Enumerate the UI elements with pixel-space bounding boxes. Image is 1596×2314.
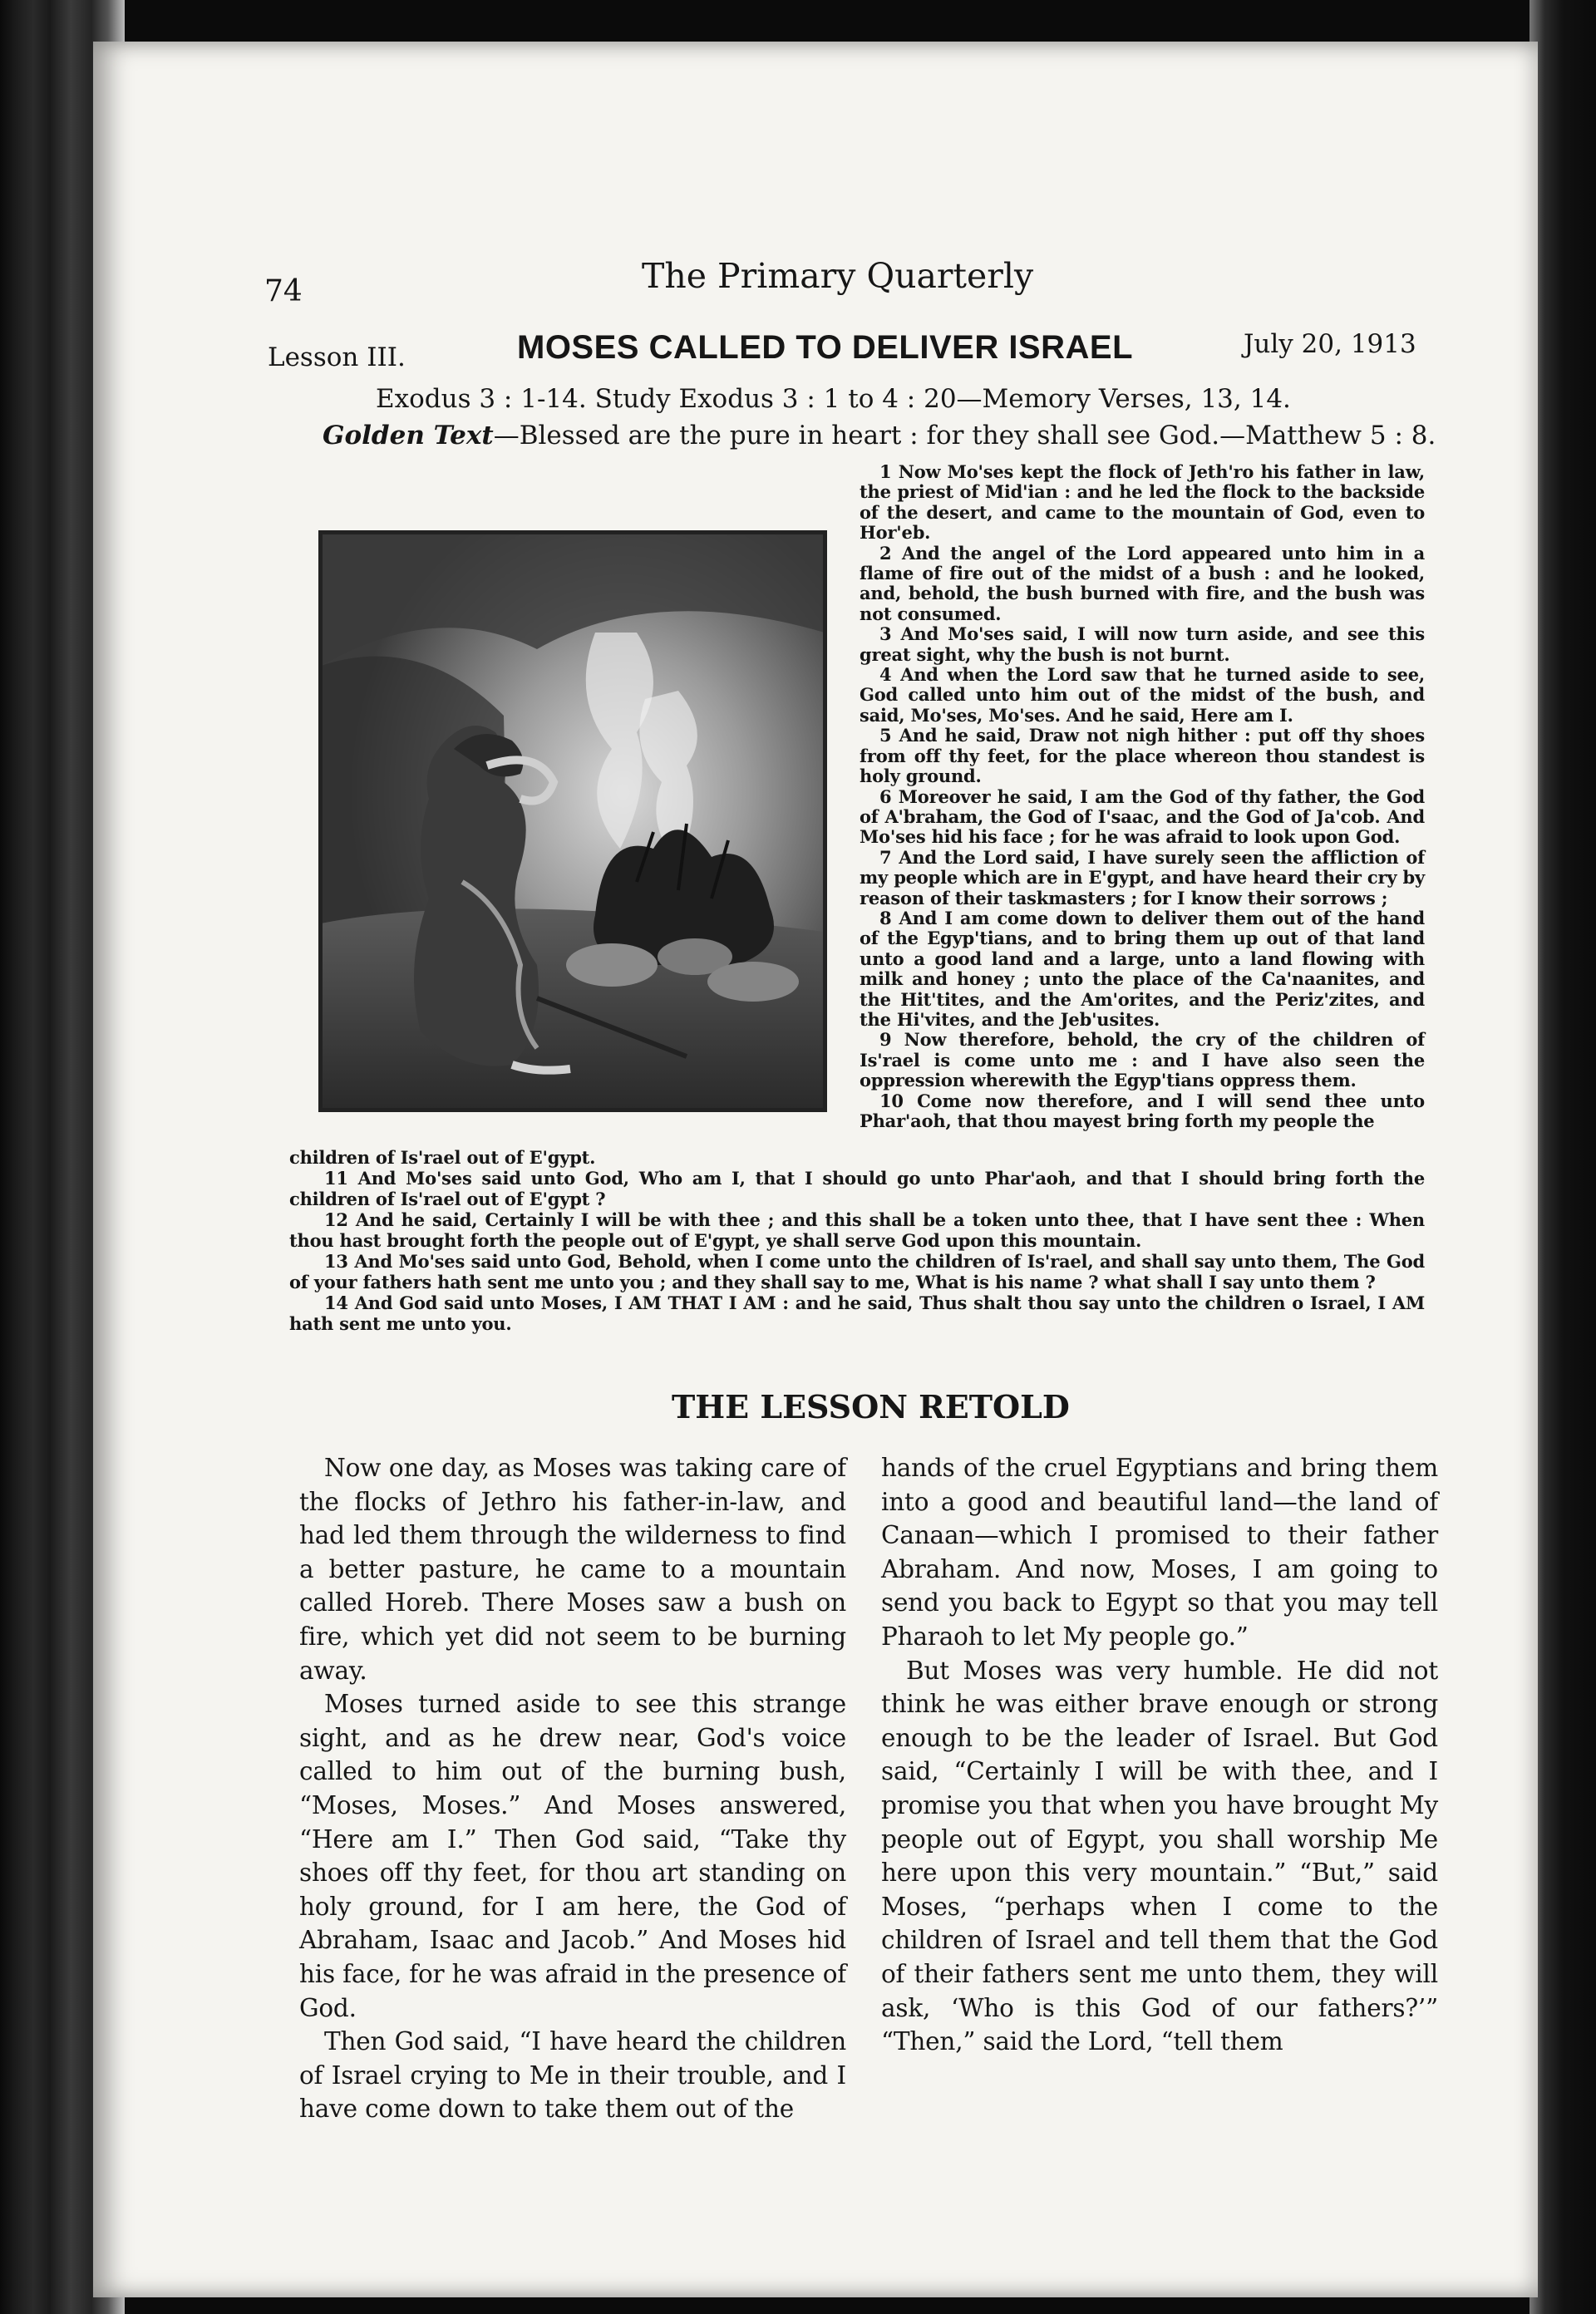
lesson-date: July 20, 1913	[1244, 329, 1416, 359]
verse: 14 And God said unto Moses, I AM THAT I AM : and he said, Thus shalt thou say unto the children o Israel, I AM hath sent me unto you.	[289, 1292, 1425, 1334]
paragraph-continuation: hands of the cruel Egyptians and bring them into a good and beautiful land—the land of Canaan—which I promised to their father Abraham. And now, Moses, I am going to send you back to Egypt so that you may tell Pharaoh to let My people go.”	[881, 1454, 1438, 1651]
verse: 2 And the angel of the Lord appeared unto him in a flame of fire out of the midst of a bush : and he looked, and, behold, the bush burned with fire, and the bush was not consumed.	[860, 542, 1425, 624]
verse-continuation: children of Is'rael out of E'gypt.	[289, 1147, 596, 1168]
section-heading: THE LESSON RETOLD	[672, 1388, 1070, 1425]
illustration-image	[321, 533, 825, 1110]
burning-bush-illustration	[318, 530, 827, 1112]
retold-left-column	[299, 1451, 846, 2126]
page-number: 74	[264, 274, 303, 308]
golden-text	[323, 421, 1436, 450]
scripture-reference: Exodus 3 : 1-14. Study Exodus 3 : 1 to 4 : 20—Memory Verses, 13, 14.	[376, 384, 1291, 414]
verse: 1 Now Mo'ses kept the flock of Jeth'ro his father in law, the priest of Mid'ian : and he led the flock to the backside of the desert, and came to the mountain of God, even to Hor'eb.	[860, 461, 1425, 544]
lesson-label: Lesson III.	[268, 342, 406, 372]
verse: 6 Moreover he said, I am the God of thy father, the God of A'braham, the God of I'saac, and the God of Ja'cob. And Mo'ses hid his face ; for he was afraid to look upon God.	[860, 785, 1425, 848]
paragraph: But Moses was very humble. He did not think he was either brave enough or strong enough to be the leader of Israel. But God said, “Certainly I will be with thee, and I promise you that when you have brought My people out of Egypt, you shall worship Me here upon this very mountain.” “But,” said Moses, “perhaps when I come to the children of Israel and tell them that the God of their fathers sent me unto them, they will ask, ‘Who is this God of our fathers?’” “Then,” said the Lord, “tell them	[881, 1656, 1438, 2056]
verse: 5 And he said, Draw not nigh hither : put off thy shoes from off thy feet, for the place whereon thou standest is holy ground.	[860, 725, 1425, 787]
retold-right-column	[881, 1451, 1438, 2059]
lesson-title: MOSES CALLED TO DELIVER ISRAEL	[517, 329, 1133, 366]
verse: 9 Now therefore, behold, the cry of the children of Is'rael is come unto me : and I have also seen the oppression wherewith the Egyp'tians oppress them.	[860, 1029, 1425, 1091]
verse: 12 And he said, Certainly I will be with thee ; and this shall be a token unto thee, that I have sent thee : When thou hast brought forth the people out of E'gypt, ye shall serve God upon this mountain.	[289, 1209, 1425, 1251]
verse: 8 And I am come down to deliver them out of the hand of the Egyp'tians, and to bring them up out of that land unto a good land and a large, unto a land flowing with milk and honey ; unto the place of the Ca'naanites, and the Hit'tites, and the Am'orites, and the Periz'zites, and the Hi'vites, and the Jeb'usites.	[860, 907, 1425, 1030]
paragraph: Now one day, as Moses was taking care of the flocks of Jethro his father-in-law, and had led them through the wilderness to find a better pasture, he came to a mountain called Horeb. There Moses saw a bush on fire, which yet did not seem to be burning away.	[299, 1454, 846, 1685]
verse: 11 And Mo'ses said unto God, Who am I, that I should go unto Phar'aoh, and that I should bring forth the children of Is'rael out of E'gypt ?	[289, 1168, 1425, 1209]
verse: 13 And Mo'ses said unto God, Behold, when I come unto the children of Is'rael, and shall say unto them, The God of your fathers hath sent me unto you ; and they shall say to me, What is his name ? what shall I say unto them ?	[289, 1251, 1425, 1292]
publication-title: The Primary Quarterly	[642, 256, 1034, 296]
golden-text-label: Golden Text	[323, 421, 494, 450]
golden-text-body: —Blessed are the pure in heart : for they shall see God.—Matthew 5 : 8.	[493, 421, 1436, 450]
verse: 10 Come now therefore, and I will send thee unto Phar'aoh, that thou mayest bring forth my people the	[860, 1090, 1425, 1131]
paragraph: Then God said, “I have heard the children of Israel crying to Me in their trouble, and I have come down to take them out of the	[299, 2027, 846, 2124]
verse: 4 And when the Lord saw that he turned aside to see, God called unto him out of the midst of the bush, and said, Mo'ses, Mo'ses. And he said, Here am I.	[860, 664, 1425, 726]
paragraph: Moses turned aside to see this strange sight, and as he drew near, God's voice called to him out of the burning bush, “Moses, Moses.” And Moses answered, “Here am I.” Then God said, “Take thy shoes off thy feet, for thou art standing on holy ground, for I am here, the God of Abraham, Isaac and Jacob.” And Moses hid his face, for he was afraid in the presence of God.	[299, 1690, 846, 2022]
scripture-verses-full-width	[289, 1147, 1425, 1334]
scripture-verses-column	[860, 462, 1425, 1131]
book-binding-right	[1530, 0, 1596, 2314]
verse: 7 And the Lord said, I have surely seen the affliction of my people which are in E'gypt, and have heard their cry by reason of their taskmasters ; for I know their sorrows ;	[860, 846, 1425, 908]
verse: 3 And Mo'ses said, I will now turn aside, and see this great sight, why the bush is not burnt.	[860, 623, 1425, 665]
